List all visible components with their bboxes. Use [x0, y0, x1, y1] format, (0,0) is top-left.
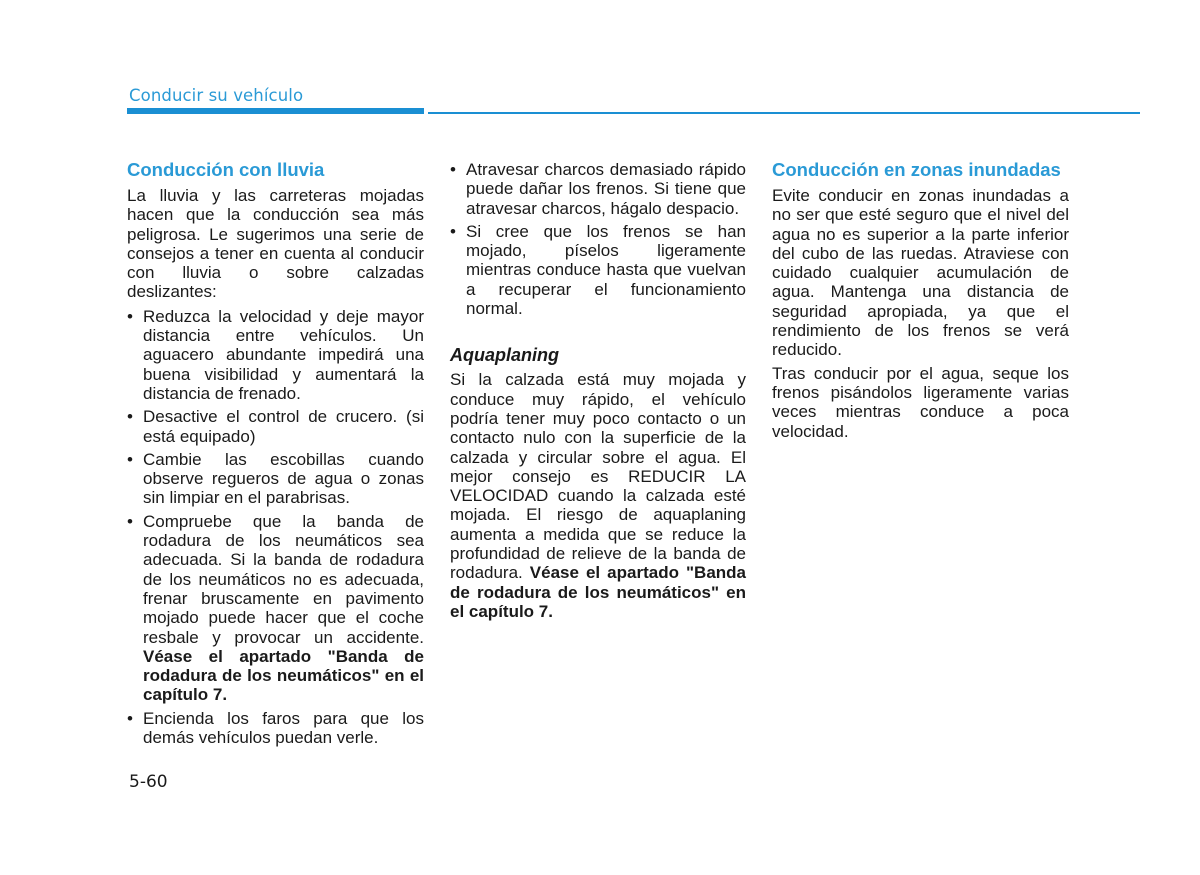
heading-aquaplaning: Aquaplaning: [450, 345, 559, 366]
page-number: 5-60: [129, 772, 168, 792]
list-item: • Atravesar charcos demasiado rápido puede dañar los frenos. Si tiene que atravesar charcos, hágalo despacio.: [450, 160, 746, 218]
bullet-icon: •: [127, 449, 133, 469]
rain-tips-list: [127, 307, 424, 748]
header-accent-bar: [127, 108, 424, 114]
bullet-icon: •: [450, 221, 456, 241]
bullet-icon: •: [450, 160, 456, 179]
heading-rain-driving: Conducción con lluvia: [127, 159, 325, 180]
heading-flooded-areas: Conducción en zonas inundadas: [772, 159, 1061, 180]
list-item: • Compruebe que la banda de rodadura de los neumáticos sea adecuada. Si la banda de rodadura de los neumáticos no es adecuada, frenar bruscamente en pavimento mojado puede hacer que el coche resbale y provocar un accidente. Véase el apartado "Banda de rodadura de los neumáticos" en el capítulo 7.: [127, 511, 424, 705]
chapter-reference: Véase el apartado "Banda de rodadura de los neumáticos" en el capítulo 7.: [143, 646, 424, 705]
aquaplaning-paragraph: Si la calzada está muy mojada y conduce muy rápido, el vehículo podría tener muy poco contacto o un contacto nulo con la superficie de la calzada y circular sobre el agua. El mejor consejo es REDUCIR LA VELOCIDAD cuando la calzada esté mojada. El riesgo de aquaplaning aumenta a medida que se reduce la profundidad de relieve de la banda de rodadura. Véase el apartado "Banda de rodadura de los neumáticos" en el capítulo 7.: [450, 370, 746, 621]
puddle-tips-list: [450, 160, 746, 318]
rain-intro-paragraph: La lluvia y las carreteras mojadas hacen que la conducción sea más peligrosa. Le sugerimos una serie de consejos a tener en cuenta al conducir con lluvia o sobre calzadas deslizantes:: [127, 186, 424, 302]
column-3: [772, 160, 1069, 441]
column-1: [127, 160, 424, 747]
column-2: [450, 160, 746, 621]
bullet-icon: •: [127, 511, 133, 531]
flooded-paragraph-2: Tras conducir por el agua, seque los frenos pisándolos ligeramente varias veces mientras conduce a poca velocidad.: [772, 363, 1069, 441]
header-rule: [428, 112, 1140, 114]
bullet-icon: •: [127, 407, 133, 427]
chapter-reference: Véase el apartado "Banda de rodadura de los neumáticos" en el capítulo 7.: [450, 563, 746, 621]
list-item: • Desactive el control de crucero. (si está equipado): [127, 407, 424, 446]
list-item: • Reduzca la velocidad y deje mayor distancia entre vehículos. Un aguacero abundante impedirá una buena visibilidad y aumentará la distancia de frenado.: [127, 306, 424, 403]
bullet-icon: •: [127, 708, 133, 728]
list-item: • Cambie las escobillas cuando observe regueros de agua o zonas sin limpiar en el parabrisas.: [127, 449, 424, 508]
flooded-paragraph-1: Evite conducir en zonas inundadas a no ser que esté seguro que el nivel del agua no es superior a la parte inferior del cubo de las ruedas. Atraviese con cuidado cualquier acumulación de agua. Mantenga una distancia de seguridad apropiada, ya que el rendimiento de los frenos se verá reducido.: [772, 186, 1069, 360]
list-item: • Encienda los faros para que los demás vehículos puedan verle.: [127, 708, 424, 748]
list-item: • Si cree que los frenos se han mojado, píselos ligeramente mientras conduce hasta que vuelvan a recuperar el funcionamiento normal.: [450, 221, 746, 319]
section-title: Conducir su vehículo: [129, 86, 304, 105]
bullet-icon: •: [127, 306, 133, 326]
